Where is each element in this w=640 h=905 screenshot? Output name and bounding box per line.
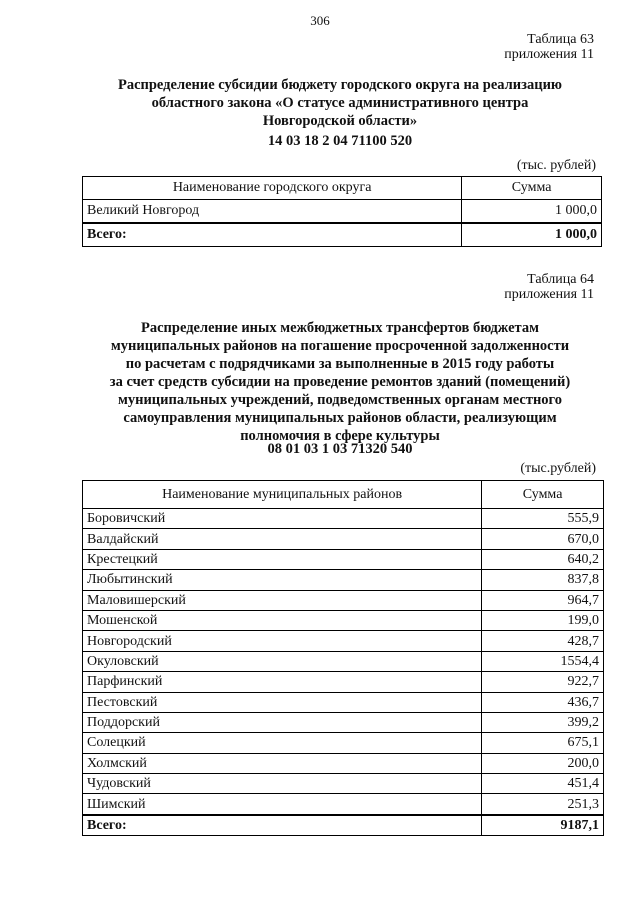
row-sum: 837,8 (482, 570, 604, 590)
row-name: Любытинский (83, 570, 482, 590)
table64-title-line: по расчетам с подрядчиками за выполненные в 2015 году работы (125, 356, 555, 372)
table-row (83, 509, 604, 529)
row-name: Крестецкий (83, 549, 482, 569)
table-row (83, 753, 604, 773)
table64-title (70, 319, 610, 445)
total-sum: 9187,1 (482, 815, 604, 836)
row-sum: 1 000,0 (462, 200, 602, 224)
table-row (83, 570, 604, 590)
table63-title-line: Распределение субсидии бюджету городского округа на реализацию (117, 77, 563, 93)
table-header-row (83, 481, 604, 509)
row-sum: 670,0 (482, 529, 604, 549)
row-name: Поддорский (83, 712, 482, 732)
row-sum: 1554,4 (482, 651, 604, 671)
total-row (83, 815, 604, 836)
header-name: Наименование городского округа (83, 177, 462, 200)
table64-ref-line2: приложения 11 (504, 287, 594, 302)
row-name: Солецкий (83, 733, 482, 753)
row-sum: 251,3 (482, 794, 604, 815)
row-sum: 200,0 (482, 753, 604, 773)
row-name: Мошенской (83, 610, 482, 630)
table-row (83, 610, 604, 630)
table64 (82, 480, 604, 836)
total-label: Всего: (83, 223, 462, 247)
total-row (83, 223, 602, 247)
row-name: Холмский (83, 753, 482, 773)
header-sum: Сумма (482, 481, 604, 509)
table64-budget-code: 08 01 03 1 03 71320 540 (267, 441, 413, 457)
row-name: Валдайский (83, 529, 482, 549)
header-sum: Сумма (462, 177, 602, 200)
table64-title-line: муниципальных районов на погашение просроченной задолженности (110, 338, 570, 354)
row-name: Маловишерский (83, 590, 482, 610)
table63-reference (504, 32, 594, 62)
table63-unit: (тыс. рублей) (516, 158, 596, 173)
row-sum: 640,2 (482, 549, 604, 569)
table64-reference (504, 272, 594, 302)
table-row (83, 651, 604, 671)
row-sum: 451,4 (482, 774, 604, 794)
table-row (83, 794, 604, 815)
table-row (83, 692, 604, 712)
table-row (83, 200, 602, 224)
row-sum: 399,2 (482, 712, 604, 732)
row-sum: 199,0 (482, 610, 604, 630)
table-row (83, 672, 604, 692)
row-name: Шимский (83, 794, 482, 815)
table-row (83, 549, 604, 569)
row-name: Великий Новгород (83, 200, 462, 224)
table-header-row (83, 177, 602, 200)
table-row (83, 712, 604, 732)
page-number: 306 (310, 13, 330, 28)
row-sum: 964,7 (482, 590, 604, 610)
table63-budget-code: 14 03 18 2 04 71100 520 (267, 133, 413, 149)
row-name: Чудовский (83, 774, 482, 794)
table-row (83, 529, 604, 549)
table64-title-line: Распределение иных межбюджетных трансфертов бюджетам (141, 320, 539, 336)
table64-unit: (тыс.рублей) (520, 461, 596, 476)
header-name: Наименование муниципальных районов (83, 481, 482, 509)
total-sum: 1 000,0 (462, 223, 602, 247)
table-row (83, 733, 604, 753)
table64-ref-line1: Таблица 64 (527, 272, 594, 287)
table63-title-line: Новгородской области» (262, 113, 418, 129)
row-name: Боровичский (83, 509, 482, 529)
table-row (83, 774, 604, 794)
total-label: Всего: (83, 815, 482, 836)
table63-ref-line2: приложения 11 (504, 47, 594, 62)
table64-title-line: самоуправления муниципальных районов области, реализующим (123, 410, 557, 426)
table63-title-line: областного закона «О статусе административного центра (151, 95, 529, 111)
row-sum: 428,7 (482, 631, 604, 651)
row-name: Окуловский (83, 651, 482, 671)
row-name: Новгородский (83, 631, 482, 651)
row-sum: 555,9 (482, 509, 604, 529)
table63-ref-line1: Таблица 63 (527, 32, 594, 47)
table64-title-line: полномочия в сфере культуры (240, 428, 440, 444)
table63 (82, 176, 602, 247)
row-sum: 675,1 (482, 733, 604, 753)
table64-title-line: муниципальных учреждений, подведомственных органам местного (117, 392, 563, 408)
row-name: Парфинский (83, 672, 482, 692)
table63-title (70, 76, 610, 130)
table-row (83, 590, 604, 610)
row-sum: 922,7 (482, 672, 604, 692)
table64-title-line: за счет средств субсидии на проведение ремонтов зданий (помещений) (109, 374, 571, 390)
table-row (83, 631, 604, 651)
row-name: Пестовский (83, 692, 482, 712)
row-sum: 436,7 (482, 692, 604, 712)
